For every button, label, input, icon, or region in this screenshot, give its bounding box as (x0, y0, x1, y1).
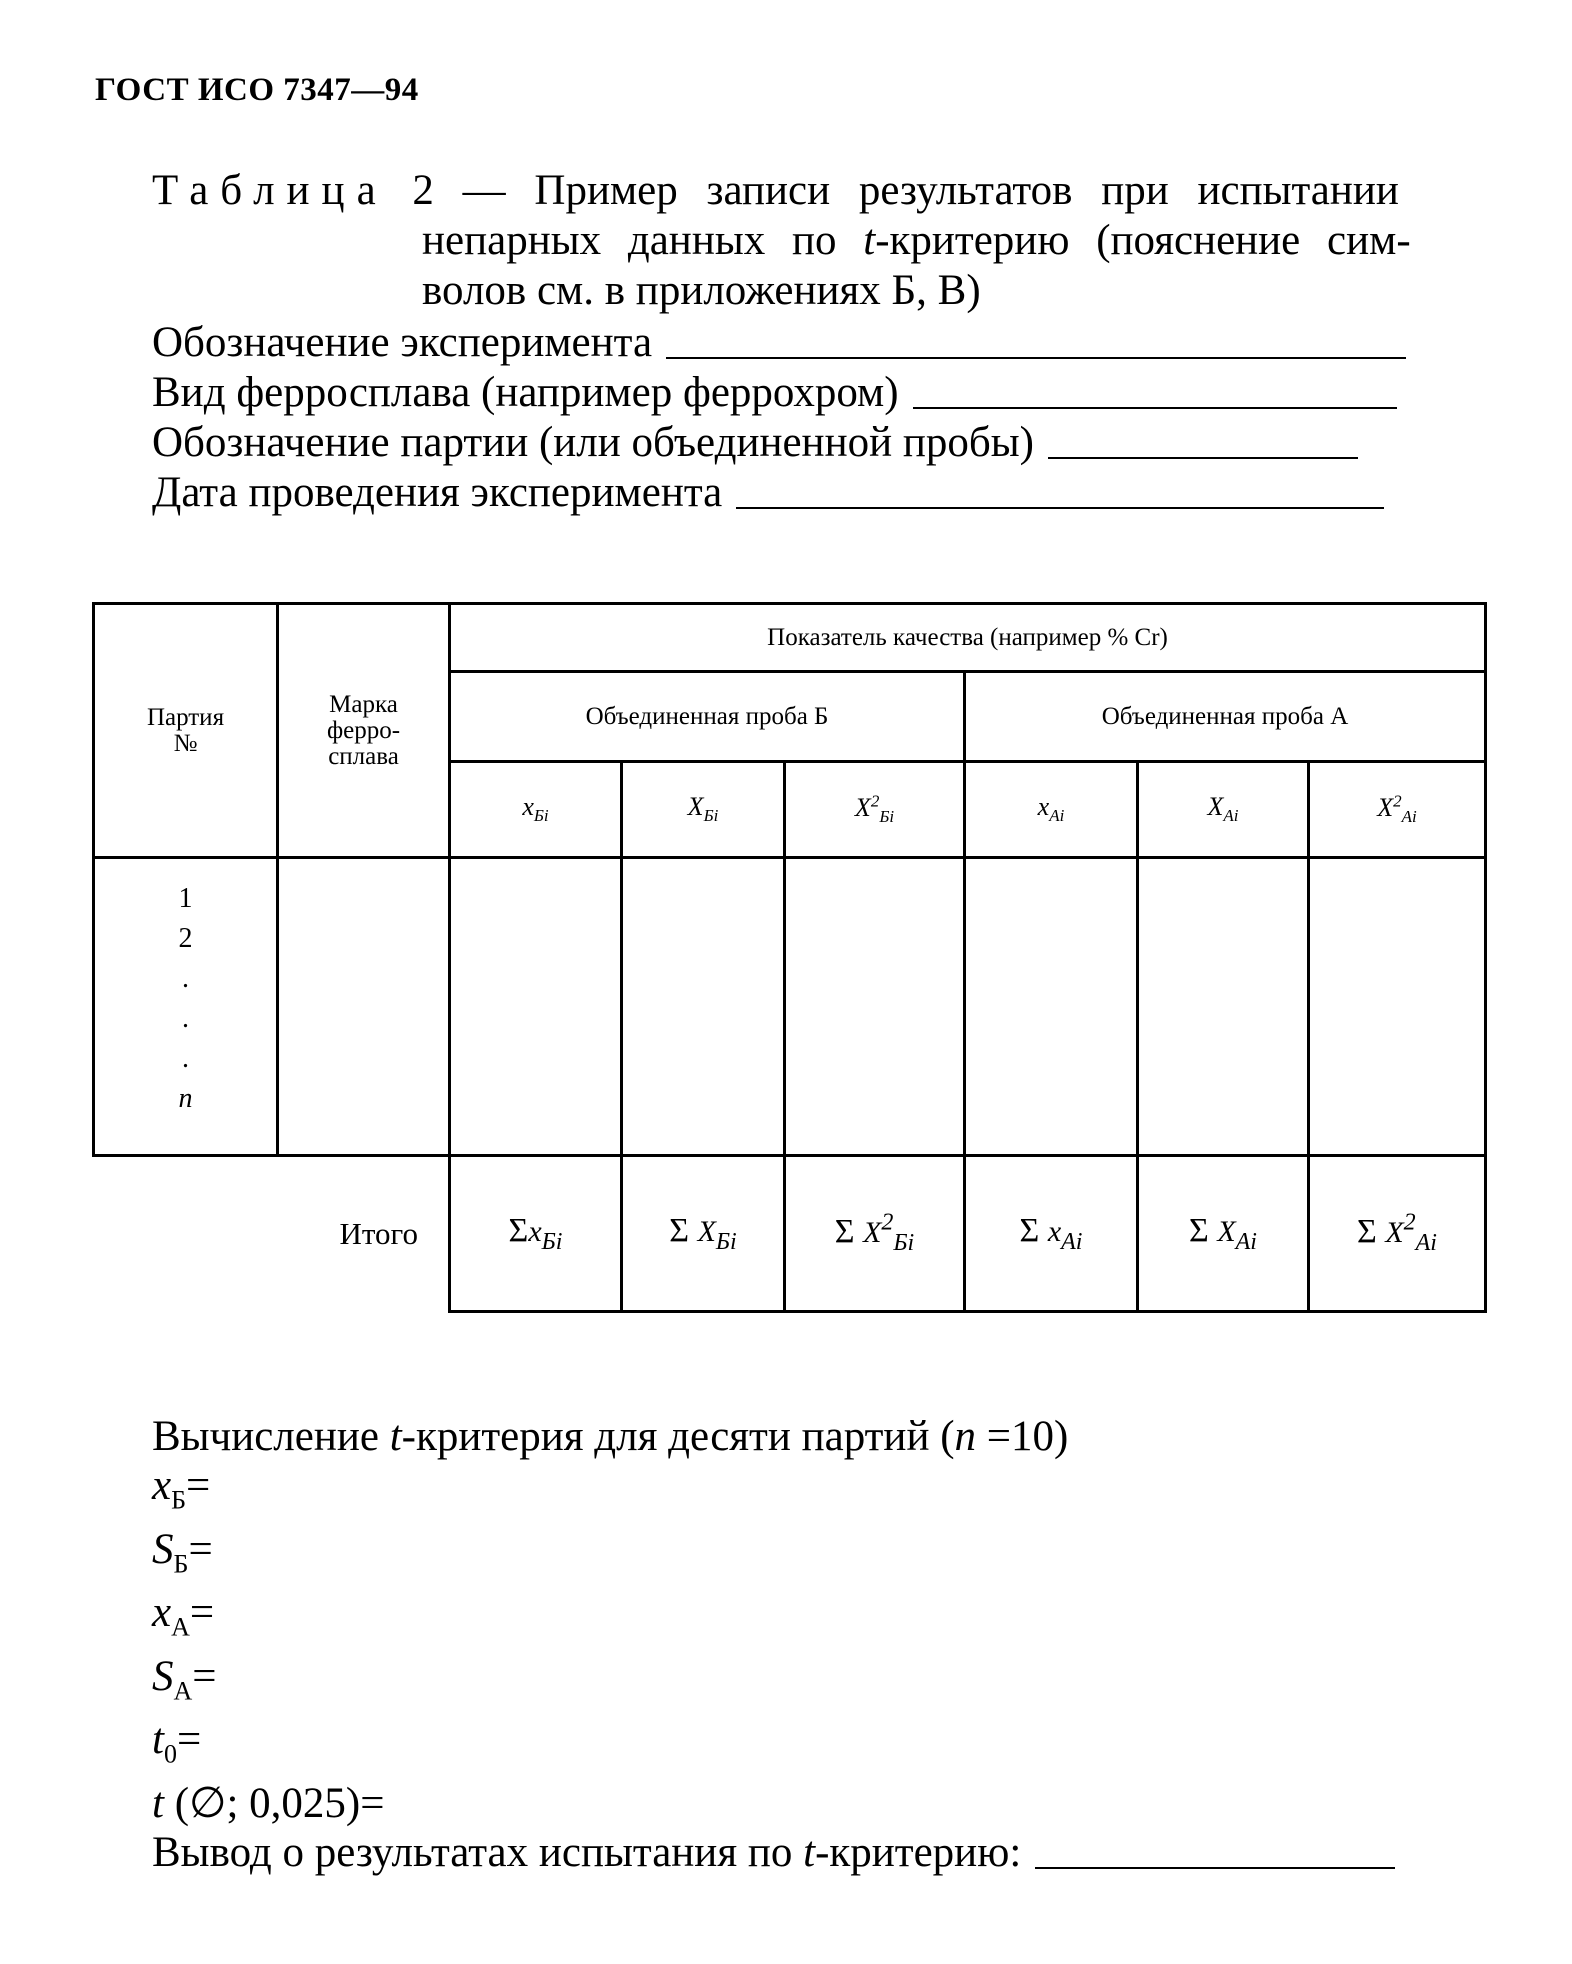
col-X2-b: $X^2_{Бi}$ (785, 762, 965, 858)
calc-title: Вычисление t-критерия для десяти партий (n =10) (152, 1413, 1069, 1460)
col-x-a: $x_{Аi}$ (965, 762, 1138, 858)
total-label: Итого (94, 1156, 450, 1312)
col-X2-a: $X^2_{Аi}$ (1309, 762, 1486, 858)
batch-row: 1 (178, 883, 193, 914)
data-cell[interactable] (1309, 858, 1486, 1156)
data-cell[interactable] (965, 858, 1138, 1156)
table-caption-label: Таблица (152, 167, 388, 214)
header-combined-sample-a: Объединенная проба А (965, 672, 1486, 762)
data-cell[interactable] (622, 858, 785, 1156)
field-label: Обозначение партии (или объединенной пробы) (152, 419, 1034, 466)
sum-X-a: Σ $X_{Аi}$ (1138, 1156, 1309, 1312)
header-ferroalloy-grade: Марка ферро- сплава (278, 604, 450, 858)
field-blank-line[interactable] (666, 356, 1406, 359)
calc-line-s-a: $S_А=$ (152, 1652, 217, 1706)
document-header: ГОСТ ИСО 7347—94 (95, 72, 419, 108)
table-caption-line3: волов см. в приложениях Б, В) (422, 267, 981, 314)
sum-x-b: $\Sigma x_{Бi}$ (450, 1156, 622, 1312)
field-batch-id (152, 418, 1358, 467)
field-blank-line[interactable] (736, 506, 1384, 509)
batch-row: . (182, 1003, 189, 1034)
batch-row: . (182, 1043, 189, 1074)
col-x-b: $x_{Бi}$ (450, 762, 622, 858)
data-cell[interactable] (1138, 858, 1309, 1156)
col-X-b: $X_{Бi}$ (622, 762, 785, 858)
header-batch-number: Партия № (94, 604, 278, 858)
calc-line-t0: $t_0=$ (152, 1716, 202, 1769)
field-blank-line[interactable] (913, 406, 1397, 409)
sum-X2-b: Σ $X^2_{Бi}$ (785, 1156, 965, 1312)
field-label: Обозначение эксперимента (152, 319, 653, 366)
field-blank-line[interactable] (1048, 456, 1358, 459)
conclusion-blank-line[interactable] (1035, 1867, 1395, 1869)
data-cell[interactable] (785, 858, 965, 1156)
field-label: Вид ферросплава (например феррохром) (152, 369, 899, 416)
field-label: Дата проведения эксперимента (152, 469, 723, 516)
calc-conclusion: Вывод о результатах испытания по t-критерию: (152, 1828, 1395, 1877)
table-caption-line2: непарных данных по t-критерию (пояснение сим- (422, 217, 1411, 264)
header-quality-indicator: Показатель качества (например % Cr) (450, 604, 1486, 672)
table-caption (152, 166, 1482, 316)
calc-line-s-b: $S_Б=$ (152, 1525, 213, 1579)
sum-x-a: Σ $x_{Аi}$ (965, 1156, 1138, 1312)
calc-line-t-critical: t (∅; 0,025)= (152, 1779, 385, 1827)
sum-X2-a: Σ $X^2_{Аi}$ (1309, 1156, 1486, 1312)
batch-row: 2 (178, 923, 193, 954)
batch-row: n (178, 1083, 193, 1114)
batch-row: . (182, 963, 189, 994)
header-combined-sample-b: Объединенная проба Б (450, 672, 965, 762)
field-experiment-id (152, 318, 1406, 367)
data-cell[interactable] (450, 858, 622, 1156)
calculation-section (152, 1412, 1395, 1877)
calc-line-x-a: $x_А=$ (152, 1589, 215, 1642)
batch-numbers-cell (94, 858, 278, 1156)
data-cell[interactable] (278, 858, 450, 1156)
col-X-a: $X_{Аi}$ (1138, 762, 1309, 858)
calc-line-x-b: $x_Б=$ (152, 1462, 211, 1515)
table-caption-line1: 2 — Пример записи результатов при испытании (412, 167, 1399, 214)
field-experiment-date (152, 468, 1384, 517)
results-table (92, 602, 1487, 1313)
sum-X-b: Σ $X_{Бi}$ (622, 1156, 785, 1312)
field-ferroalloy-type (152, 368, 1397, 417)
